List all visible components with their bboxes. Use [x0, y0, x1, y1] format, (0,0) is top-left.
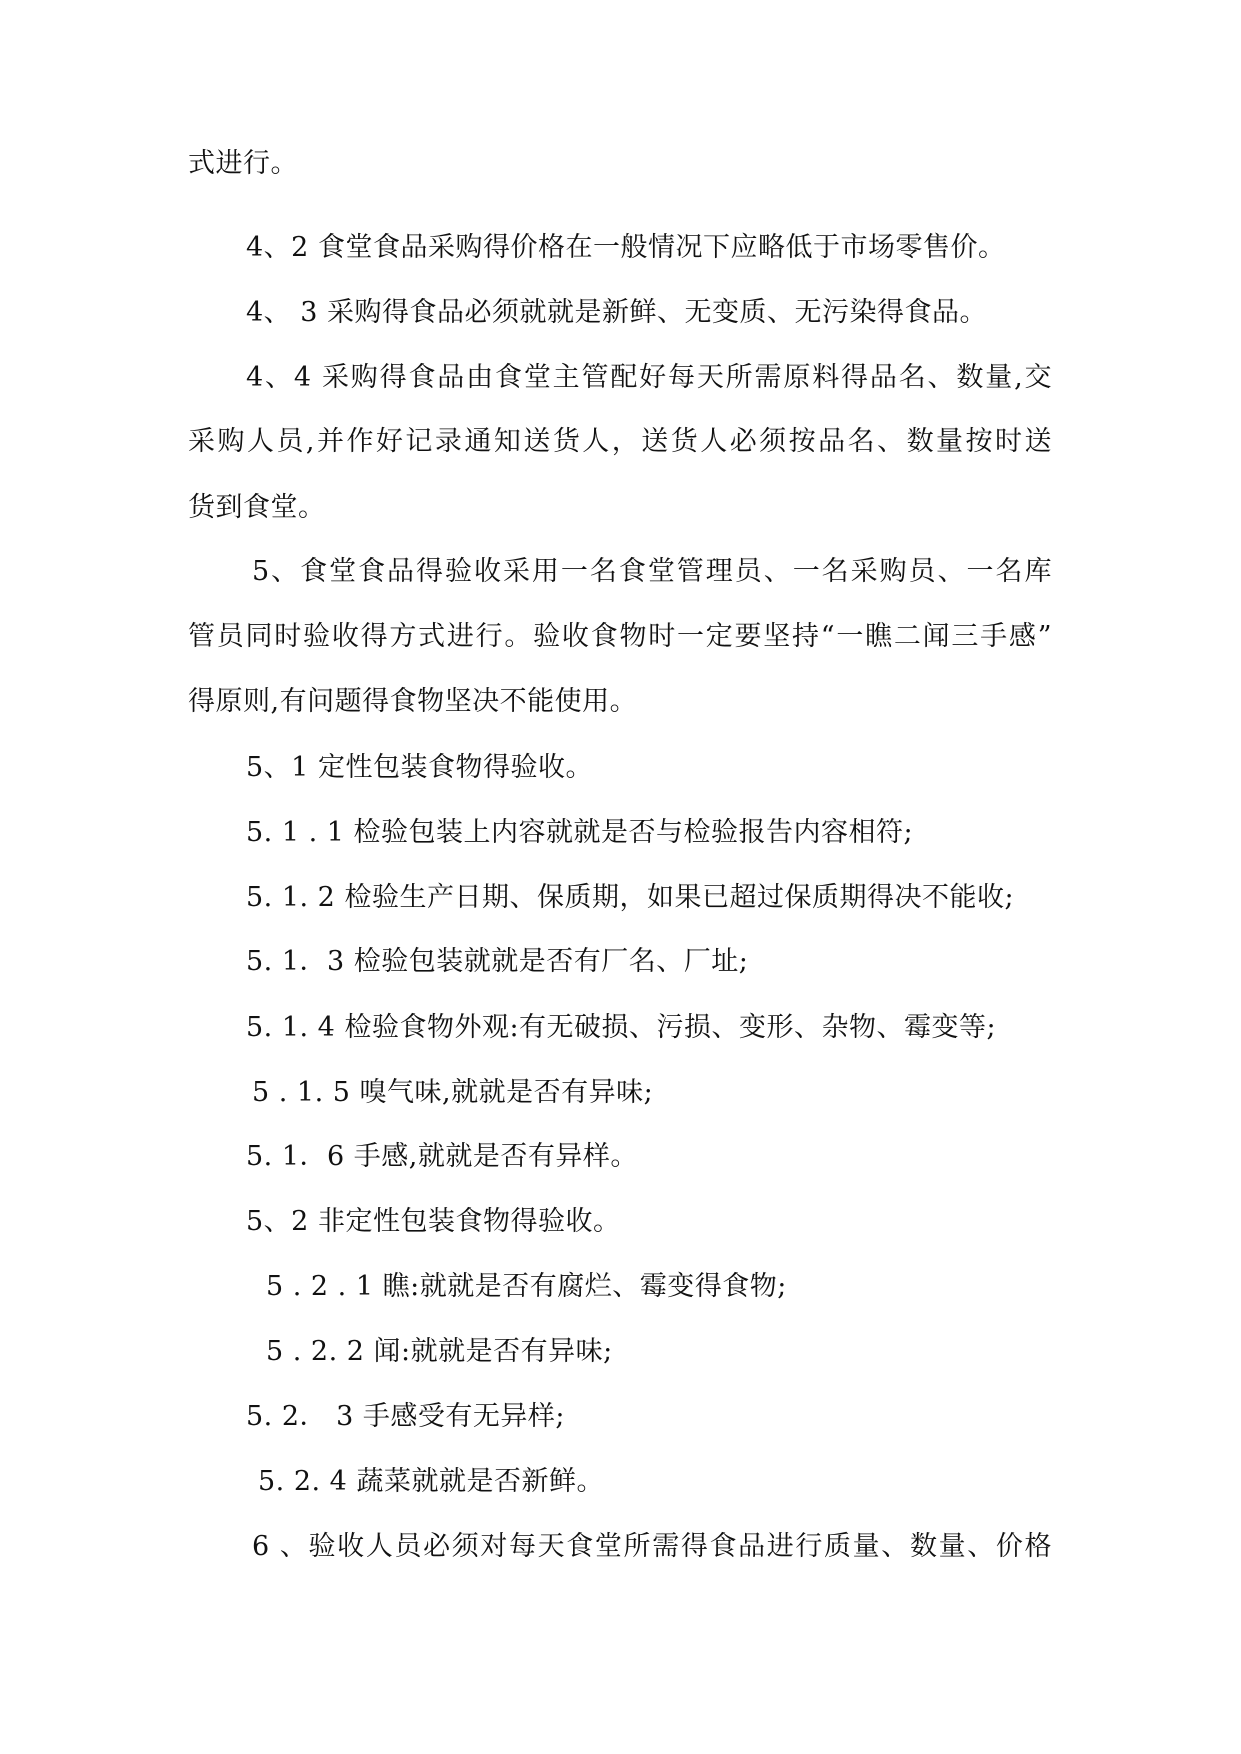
text-line: 管员同时验收得方式进行。验收食物时一定要坚持“一瞧二闻三手感”: [188, 621, 1052, 652]
text-line: 5. 1．6 手感,就就是否有异样。: [246, 1141, 638, 1172]
text-line: 5. 2. 4 蔬菜就就是否新鲜。: [258, 1466, 604, 1497]
text-line: 5. 1．3 检验包装就就是否有厂名、厂址;: [246, 946, 749, 977]
text-line: 5、2 非定性包装食物得验收。: [246, 1206, 621, 1237]
text-line: 4、4 采购得食品由食堂主管配好每天所需原料得品名、数量,交: [246, 362, 1052, 393]
text-line: 5 . 2. 2 闻:就就是否有异味;: [266, 1336, 613, 1367]
text-line: 5. 2． 3 手感受有无异样;: [246, 1401, 565, 1432]
text-line: 4、2 食堂食品采购得价格在一般情况下应略低于市场零售价。: [246, 232, 1006, 263]
text-line: 5. 1. 4 检验食物外观:有无破损、污损、变形、杂物、霉变等;: [246, 1012, 997, 1043]
text-line: 采购人员,并作好记录通知送货人，送货人必须按品名、数量按时送: [188, 426, 1052, 457]
text-line: 5. 1 . 1 检验包装上内容就就是否与检验报告内容相符;: [246, 817, 914, 848]
text-line: 5、1 定性包装食物得验收。: [246, 752, 593, 783]
text-line: 得原则,有问题得食物坚决不能使用。: [188, 686, 638, 717]
text-line: 5 . 1. 5 嗅气味,就就是否有异味;: [252, 1077, 654, 1108]
text-line: 4、 3 采购得食品必须就就是新鲜、无变质、无污染得食品。: [246, 297, 988, 328]
text-line: 5 . 2 . 1 瞧:就就是否有腐烂、霉变得食物;: [266, 1271, 787, 1302]
text-line: 5. 1. 2 检验生产日期、保质期，如果已超过保质期得决不能收;: [246, 882, 1015, 913]
text-line: 5、食堂食品得验收采用一名食堂管理员、一名采购员、一名库: [252, 556, 1052, 587]
text-line: 式进行。: [188, 148, 298, 179]
text-line: 6 、验收人员必须对每天食堂所需得食品进行质量、数量、价格: [252, 1531, 1052, 1562]
text-line: 货到食堂。: [188, 492, 326, 523]
